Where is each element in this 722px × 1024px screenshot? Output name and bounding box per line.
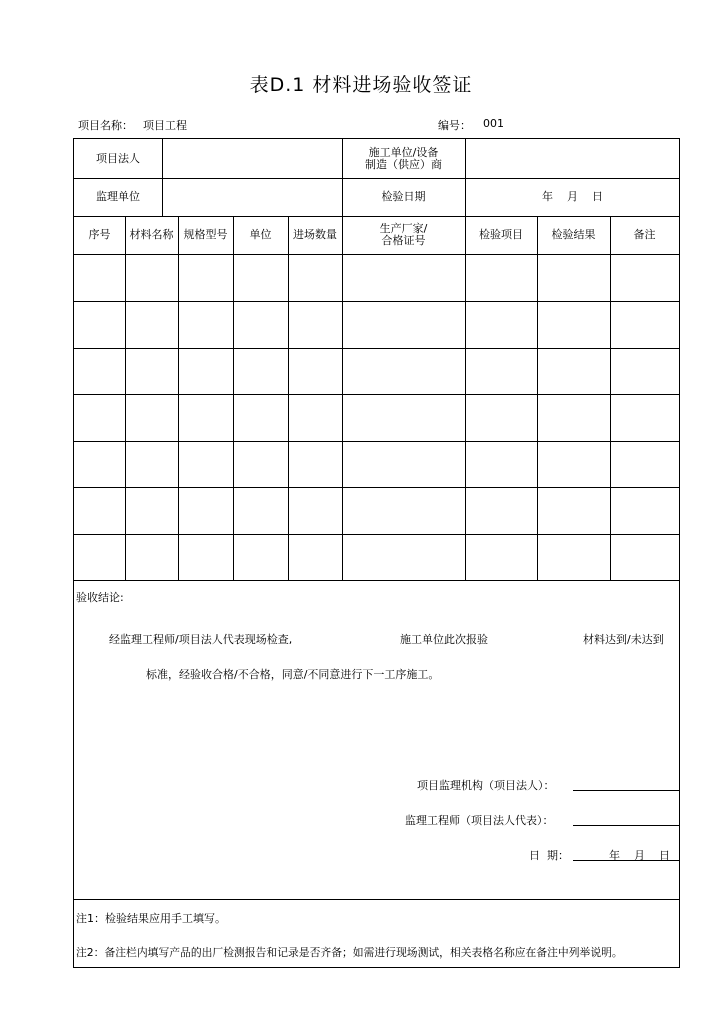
conclusion-line2: 标准，经验收合格/不合格，同意/不同意进行下一工序施工。 — [146, 668, 440, 681]
table-row[interactable] — [74, 534, 679, 580]
table-row[interactable] — [74, 441, 679, 487]
table-row[interactable] — [74, 487, 679, 534]
col-header-material: 材料名称 — [129, 228, 174, 241]
col-header-test-item: 检验项目 — [479, 228, 523, 241]
table-row[interactable] — [74, 301, 679, 348]
conclusion-line1-part3: 材料达到/未达到 — [583, 633, 664, 646]
supervisor-label: 监理单位 — [96, 190, 140, 203]
sign-org-line[interactable] — [573, 790, 679, 791]
col-header-remarks: 备注 — [633, 228, 656, 241]
inspection-form — [73, 138, 680, 968]
supervisor-field[interactable] — [163, 178, 342, 216]
sign-org-label: 项目监理机构（项目法人）： — [417, 779, 555, 792]
contractor-label — [342, 139, 465, 178]
date-value[interactable]: 年 月 日 — [609, 849, 670, 862]
conclusion-line1-part2: 施工单位此次报验 — [400, 633, 488, 646]
inspection-date-label: 检验日期 — [381, 190, 426, 203]
project-name-value: 项目工程 — [143, 119, 187, 132]
table-row[interactable] — [74, 348, 679, 394]
table-row[interactable] — [74, 254, 679, 301]
date-label: 日 期： — [529, 849, 569, 862]
legal-person-field[interactable] — [163, 139, 342, 178]
number-value: 001 — [483, 117, 504, 130]
inspection-date-value[interactable]: 年 月 日 — [542, 190, 603, 203]
row-divider — [74, 580, 679, 581]
sign-engineer-line[interactable] — [573, 825, 679, 826]
sign-engineer-label: 监理工程师（项目法人代表）： — [405, 814, 554, 827]
contractor-label-line2: 制造（供应）商 — [365, 157, 442, 171]
col-header-seq: 序号 — [88, 228, 111, 241]
row-divider — [74, 899, 679, 900]
contractor-label-line1: 施工单位/设备 — [368, 145, 439, 159]
col-header-spec: 规格型号 — [183, 228, 228, 241]
col-header-manufacturer — [342, 216, 465, 254]
col-header-test-result: 检验结果 — [551, 228, 596, 241]
col-header-manufacturer-line2: 合格证号 — [381, 234, 426, 247]
project-name-label: 项目名称： — [78, 119, 133, 132]
note-1: 注1：检验结果应用手工填写。 — [76, 912, 226, 925]
col-header-unit: 单位 — [249, 228, 272, 241]
note-2: 注2：备注栏内填写产品的出厂检测报告和记录是否齐备；如需进行现场测试，相关表格名称应在备注中列举说明。 — [76, 946, 623, 959]
conclusion-line1-part1: 经监理工程师/项目法人代表现场检查, — [109, 633, 293, 646]
number-label: 编号： — [438, 119, 471, 132]
col-header-manufacturer-line1: 生产厂家/ — [379, 222, 428, 235]
table-row[interactable] — [74, 394, 679, 441]
contractor-field[interactable] — [466, 139, 679, 178]
legal-person-label: 项目法人 — [96, 151, 140, 165]
conclusion-label: 验收结论: — [76, 591, 124, 604]
col-header-quantity: 进场数量 — [293, 228, 337, 241]
date-line — [573, 860, 679, 861]
page-title: 表D.1 材料进场验收签证 — [249, 74, 473, 96]
